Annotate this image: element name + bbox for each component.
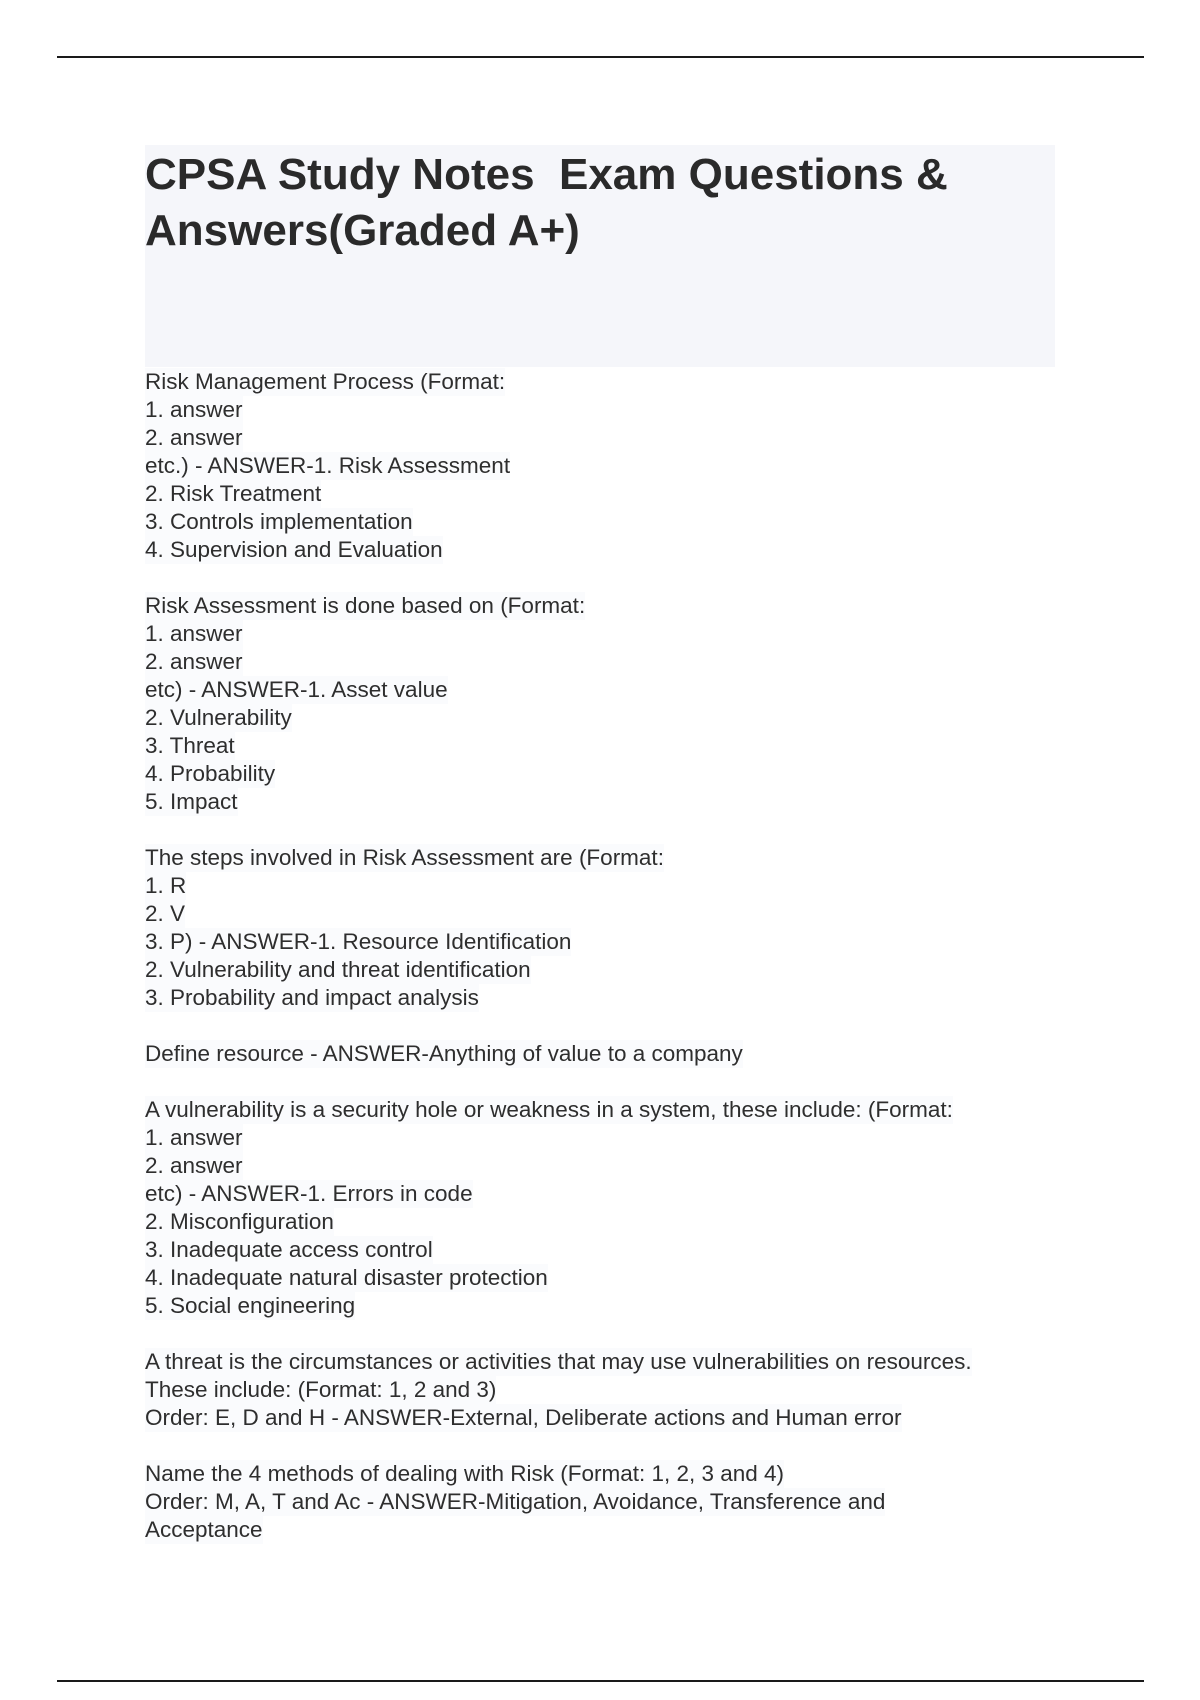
footer-rule bbox=[57, 1680, 1144, 1682]
text-line: 3. Inadequate access control bbox=[145, 1237, 433, 1262]
text-line: Name the 4 methods of dealing with Risk (Format: 1, 2, 3 and 4) bbox=[145, 1461, 785, 1486]
text-line: etc) - ANSWER-1. Asset value bbox=[145, 677, 448, 702]
title-block bbox=[145, 145, 1055, 367]
text-line: 2. V bbox=[145, 901, 186, 926]
text-line: 2. Risk Treatment bbox=[145, 481, 322, 506]
qa-entry-risk-assessment-steps bbox=[145, 844, 1055, 1012]
text-line: 4. Supervision and Evaluation bbox=[145, 537, 443, 562]
qa-entry-threat bbox=[145, 1348, 1055, 1432]
text-line: 4. Inadequate natural disaster protection bbox=[145, 1265, 548, 1290]
text-line: Risk Management Process (Format: bbox=[145, 369, 506, 394]
text-line: 4. Probability bbox=[145, 761, 276, 786]
qa-entry-risk-methods bbox=[145, 1460, 1055, 1544]
text-line: A vulnerability is a security hole or weakness in a system, these include: (Format: bbox=[145, 1097, 953, 1122]
text-line: 2. answer bbox=[145, 649, 243, 674]
qa-entry-define-resource bbox=[145, 1040, 1055, 1068]
text-line: 2. Misconfiguration bbox=[145, 1209, 334, 1234]
text-line: 5. Social engineering bbox=[145, 1293, 356, 1318]
text-line: 2. Vulnerability bbox=[145, 705, 292, 730]
qa-entry-risk-management-process bbox=[145, 368, 1055, 564]
text-line: 1. R bbox=[145, 873, 187, 898]
text-line: 3. Probability and impact analysis bbox=[145, 985, 479, 1010]
text-line: Order: M, A, T and Ac - ANSWER-Mitigation, Avoidance, Transference and bbox=[145, 1489, 886, 1514]
text-line: 1. answer bbox=[145, 621, 243, 646]
document-title: CPSA Study Notes Exam Questions & Answers(Graded A+) bbox=[145, 150, 959, 255]
text-line: 2. answer bbox=[145, 1153, 243, 1178]
text-line: etc) - ANSWER-1. Errors in code bbox=[145, 1181, 473, 1206]
text-line: etc.) - ANSWER-1. Risk Assessment bbox=[145, 453, 511, 478]
text-line: Order: E, D and H - ANSWER-External, Deliberate actions and Human error bbox=[145, 1405, 902, 1430]
text-line: 5. Impact bbox=[145, 789, 238, 814]
text-line: 2. answer bbox=[145, 425, 243, 450]
qa-entry-risk-assessment-basis bbox=[145, 592, 1055, 816]
text-line: A threat is the circumstances or activities that may use vulnerabilities on resources. bbox=[145, 1349, 972, 1374]
text-line: 3. Threat bbox=[145, 733, 235, 758]
qa-entry-vulnerability bbox=[145, 1096, 1055, 1320]
text-line: 1. answer bbox=[145, 397, 243, 422]
text-line: 3. Controls implementation bbox=[145, 509, 413, 534]
text-line: Define resource - ANSWER-Anything of value to a company bbox=[145, 1041, 743, 1066]
text-line: The steps involved in Risk Assessment are (Format: bbox=[145, 845, 664, 870]
text-line: Acceptance bbox=[145, 1517, 263, 1542]
text-line: 3. P) - ANSWER-1. Resource Identification bbox=[145, 929, 572, 954]
header-rule bbox=[57, 56, 1144, 58]
document-body bbox=[145, 368, 1055, 1572]
text-line: 1. answer bbox=[145, 1125, 243, 1150]
text-line: 2. Vulnerability and threat identification bbox=[145, 957, 531, 982]
text-line: Risk Assessment is done based on (Format: bbox=[145, 593, 586, 618]
text-line: These include: (Format: 1, 2 and 3) bbox=[145, 1377, 497, 1402]
